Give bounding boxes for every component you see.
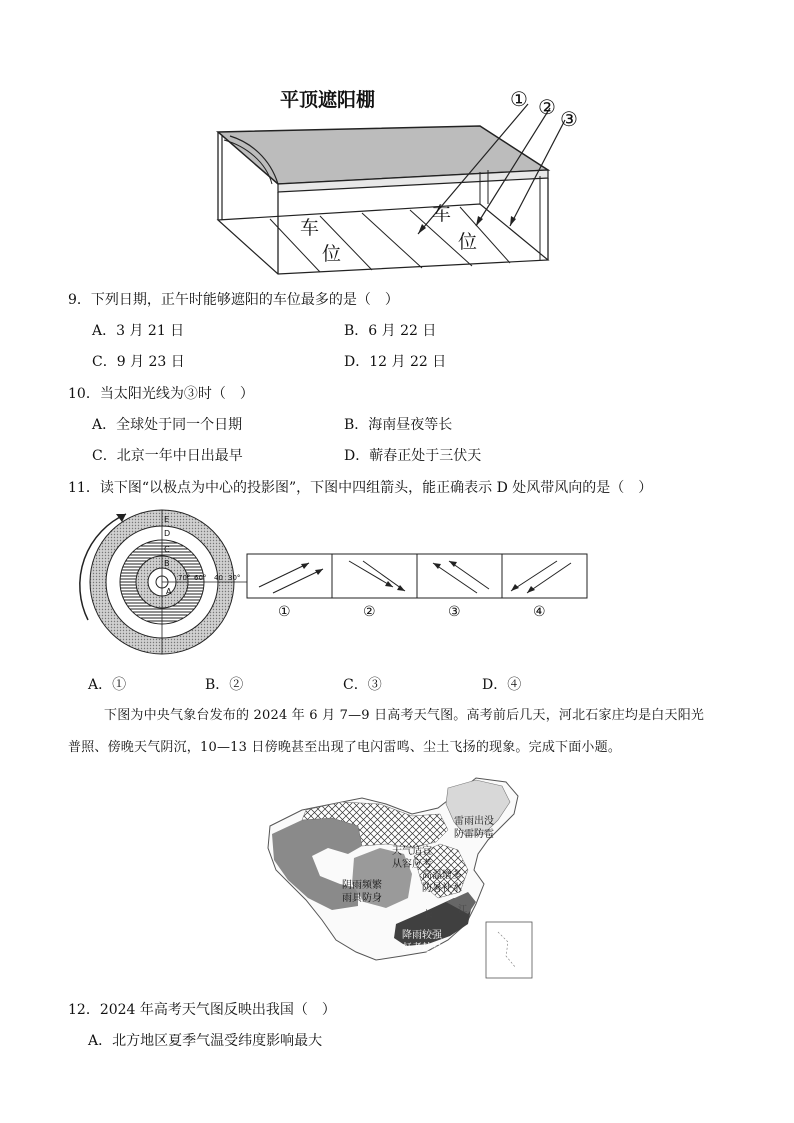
map-label-rain-2: 雨具防身 (342, 893, 382, 904)
ray-label-2: ② (538, 95, 556, 119)
polar-label-e: E (164, 515, 170, 524)
arrow-label-2: ② (363, 604, 376, 620)
map-label-rain-1: 阴雨频繁 (342, 880, 382, 891)
intro-line-2: 普照、傍晚天气阴沉，10—13 日傍晚甚至出现了电闪雷鸣、尘土飞扬的现象。完成下面小题。 (68, 740, 622, 755)
q11-stem: 11．读下图“以极点为中心的投影图”，下图中四组箭头，能正确表示 D 处风带风向的是（ ） (68, 480, 653, 496)
q10-option-b[interactable]: B．海南昼夜等长 (344, 417, 453, 433)
q12-option-a[interactable]: A．北方地区夏季气温受纬度影响最大 (88, 1033, 323, 1049)
map-label-ne-2: 防雷防雹 (454, 829, 494, 840)
map-river-label-2: 江 (458, 905, 468, 915)
q11-option-b[interactable]: B．② (205, 677, 244, 693)
lat-label-60: 60° (194, 574, 207, 582)
q11-option-c[interactable]: C．③ (343, 677, 382, 693)
q11-option-a[interactable]: A．① (88, 677, 127, 693)
polar-label-d: D (164, 529, 171, 538)
figure1-title: 平顶遮阳棚 (280, 89, 376, 111)
map-label-south-2: 赶考趁早 (402, 943, 442, 954)
map-label-mid-1: 天气适宜 (392, 846, 432, 857)
stall-1-char-2: 位 (322, 243, 342, 265)
q12-stem: 12．2024 年高考天气图反映出我国（ ） (68, 1002, 336, 1018)
wind-arrow-options (245, 553, 590, 623)
ray-label-1: ① (510, 87, 528, 111)
lat-label-70: 70° (178, 574, 191, 582)
polar-label-c: C (164, 545, 170, 554)
q9-stem: 9．下列日期，正午时能够遮阳的车位最多的是（ ） (68, 292, 399, 308)
q10-option-d[interactable]: D．蕲春正处于三伏天 (344, 448, 482, 464)
map-river-label: 长 (424, 910, 434, 920)
stall-2-char-2: 位 (458, 231, 478, 253)
ray-label-3: ③ (560, 107, 578, 131)
stall-1-char-1: 车 (300, 217, 320, 239)
q10-option-a[interactable]: A．全球处于同一个日期 (92, 417, 243, 433)
arrow-label-3: ③ (448, 604, 461, 620)
map-label-hot-2: 防暑补水 (422, 883, 462, 894)
map-label-south-1: 降雨较强 (402, 930, 442, 941)
q10-stem: 10．当太阳光线为③时（ ） (68, 386, 254, 402)
stall-2-char-1: 车 (432, 203, 452, 225)
arrow-label-4: ④ (533, 604, 546, 620)
arrow-label-1: ① (278, 604, 291, 620)
q9-option-b[interactable]: B．6 月 22 日 (344, 323, 437, 339)
map-label-mid-2: 从容应考 (392, 859, 432, 870)
intro-line-1: 下图为中央气象台发布的 2024 年 6 月 7—9 日高考天气图。高考前后几天，河北石家庄均是白天阳光 (104, 708, 705, 723)
polar-projection-figure (68, 500, 258, 660)
sunshade-figure (210, 80, 590, 280)
q9-option-c[interactable]: C．9 月 23 日 (92, 354, 185, 370)
q11-option-d[interactable]: D．④ (482, 677, 522, 693)
lat-label-40: 40 (214, 574, 223, 582)
q9-option-a[interactable]: A．3 月 21 日 (92, 323, 185, 339)
polar-label-a: A (166, 587, 172, 596)
map-label-hot-1: 高温增多 (422, 870, 462, 881)
lat-label-30: 30° (228, 574, 241, 582)
map-label-ne-1: 雷雨出没 (454, 816, 494, 827)
exam-weather-map (262, 774, 542, 984)
polar-label-b: B (164, 559, 170, 568)
q9-option-d[interactable]: D．12 月 22 日 (344, 354, 447, 370)
q10-option-c[interactable]: C．北京一年中日出最早 (92, 448, 243, 464)
